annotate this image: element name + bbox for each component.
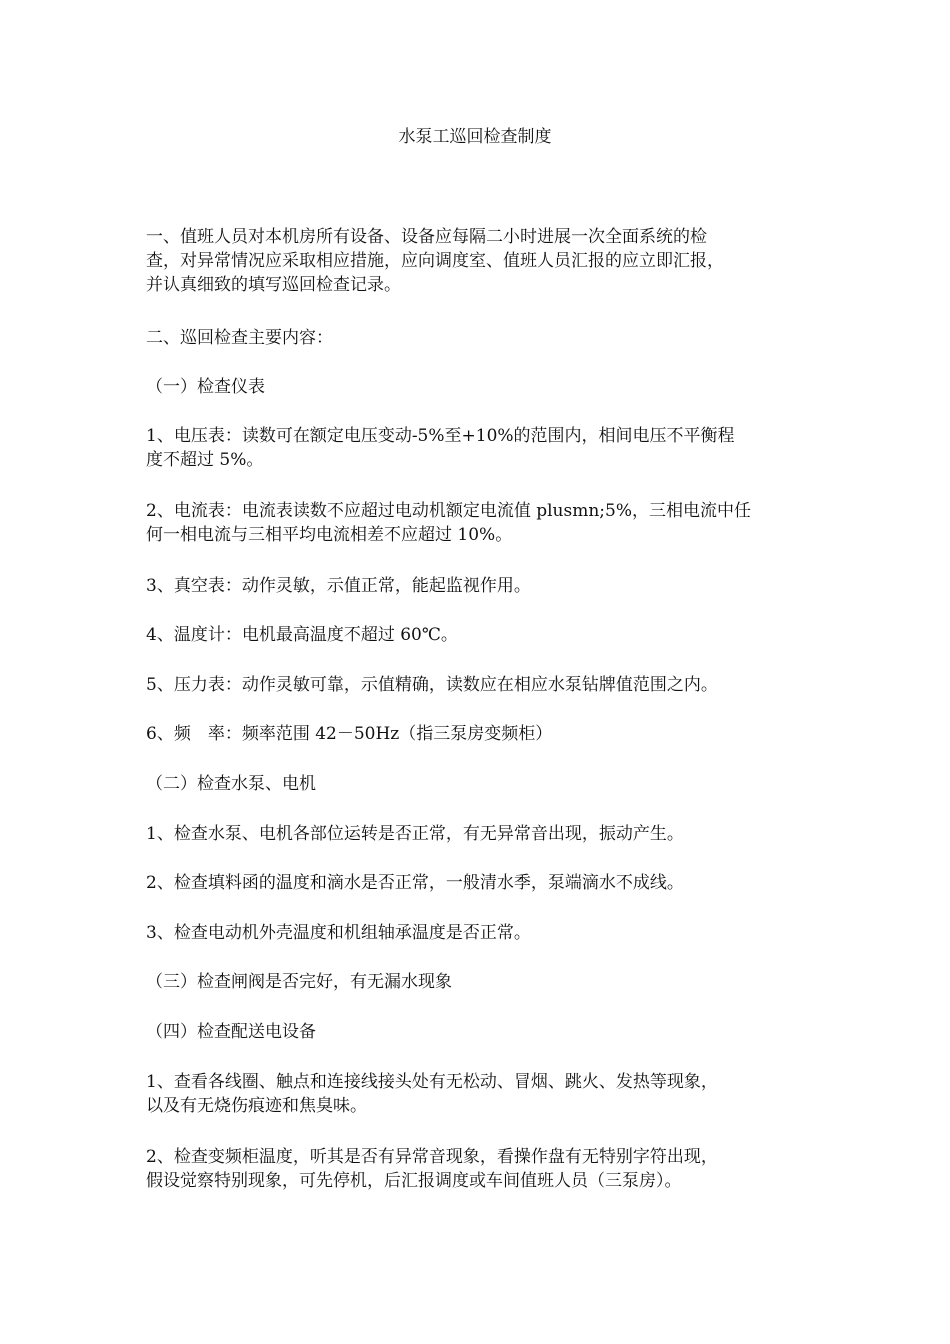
paragraph-line: （三）检查闸阀是否完好，有无漏水现象 xyxy=(146,972,452,992)
item-voltmeter xyxy=(146,424,806,472)
paragraph-line: （一）检查仪表 xyxy=(146,377,265,397)
subsection-heading-pump-motor xyxy=(146,772,806,796)
paragraph-line: 1、查看各线圈、触点和连接线接头处有无松动、冒烟、跳火、发热等现象， xyxy=(146,1072,718,1092)
paragraph-line: 度不超过 5%。 xyxy=(146,450,264,470)
paragraph-1 xyxy=(146,225,806,297)
paragraph-line: 1、检查水泵、电机各部位运转是否正常，有无异常音出现，振动产生。 xyxy=(146,824,684,844)
paragraph-line: 3、检查电动机外壳温度和机组轴承温度是否正常。 xyxy=(146,923,531,943)
paragraph-line: 二、巡回检查主要内容： xyxy=(146,328,333,348)
item-thermometer xyxy=(146,623,806,647)
item-inverter-cabinet xyxy=(146,1145,806,1193)
paragraph-line: 2、检查变频柜温度，听其是否有异常音现象，看操作盘有无特别字符出现， xyxy=(146,1147,718,1167)
paragraph-line: 查，对异常情况应采取相应措施，应向调度室、值班人员汇报的应立即汇报， xyxy=(146,251,724,271)
paragraph-line: 5、压力表：动作灵敏可靠，示值精确，读数应在相应水泵钻牌值范围之内。 xyxy=(146,675,718,695)
paragraph-line: 一、值班人员对本机房所有设备、设备应每隔二小时进展一次全面系统的检 xyxy=(146,227,707,247)
subsection-heading-valves xyxy=(146,970,806,994)
paragraph-line: 2、电流表：电流表读数不应超过电动机额定电流值 plusmn;5%，三相电流中任 xyxy=(146,501,751,521)
paragraph-line: 以及有无烧伤痕迹和焦臭味。 xyxy=(146,1096,367,1116)
paragraph-line: 1、电压表：读数可在额定电压变动-5%至+10%的范围内，相间电压不平衡程 xyxy=(146,426,735,446)
item-frequency xyxy=(146,722,806,746)
paragraph-line: 假设觉察特别现象，可先停机，后汇报调度或车间值班人员（三泵房）。 xyxy=(146,1171,682,1191)
document-title: 水泵工巡回检查制度 xyxy=(398,127,552,147)
subsection-heading-power-equipment xyxy=(146,1020,806,1044)
paragraph-line: 4、温度计：电机最高温度不超过 60℃。 xyxy=(146,625,458,645)
section-heading-2 xyxy=(146,326,806,350)
item-pressure-gauge xyxy=(146,673,806,697)
item-coils-contacts xyxy=(146,1070,806,1118)
paragraph-line: 2、检查填料函的温度和滴水是否正常，一般清水季，泵端滴水不成线。 xyxy=(146,873,684,893)
paragraph-line: 何一相电流与三相平均电流相差不应超过 10%。 xyxy=(146,525,513,545)
item-motor-temperature xyxy=(146,921,806,945)
paragraph-line: 并认真细致的填写巡回检查记录。 xyxy=(146,275,401,295)
subsection-heading-instruments xyxy=(146,375,806,399)
item-pump-operation xyxy=(146,822,806,846)
paragraph-line: 3、真空表：动作灵敏，示值正常，能起监视作用。 xyxy=(146,576,531,596)
paragraph-line: （二）检查水泵、电机 xyxy=(146,774,316,794)
paragraph-line: 6、频 率：频率范围 42－50Hz（指三泵房变频柜） xyxy=(146,724,553,744)
item-ammeter xyxy=(146,499,806,547)
paragraph-line: （四）检查配送电设备 xyxy=(146,1022,316,1042)
item-vacuum-gauge xyxy=(146,574,806,598)
item-packing-box xyxy=(146,871,806,895)
